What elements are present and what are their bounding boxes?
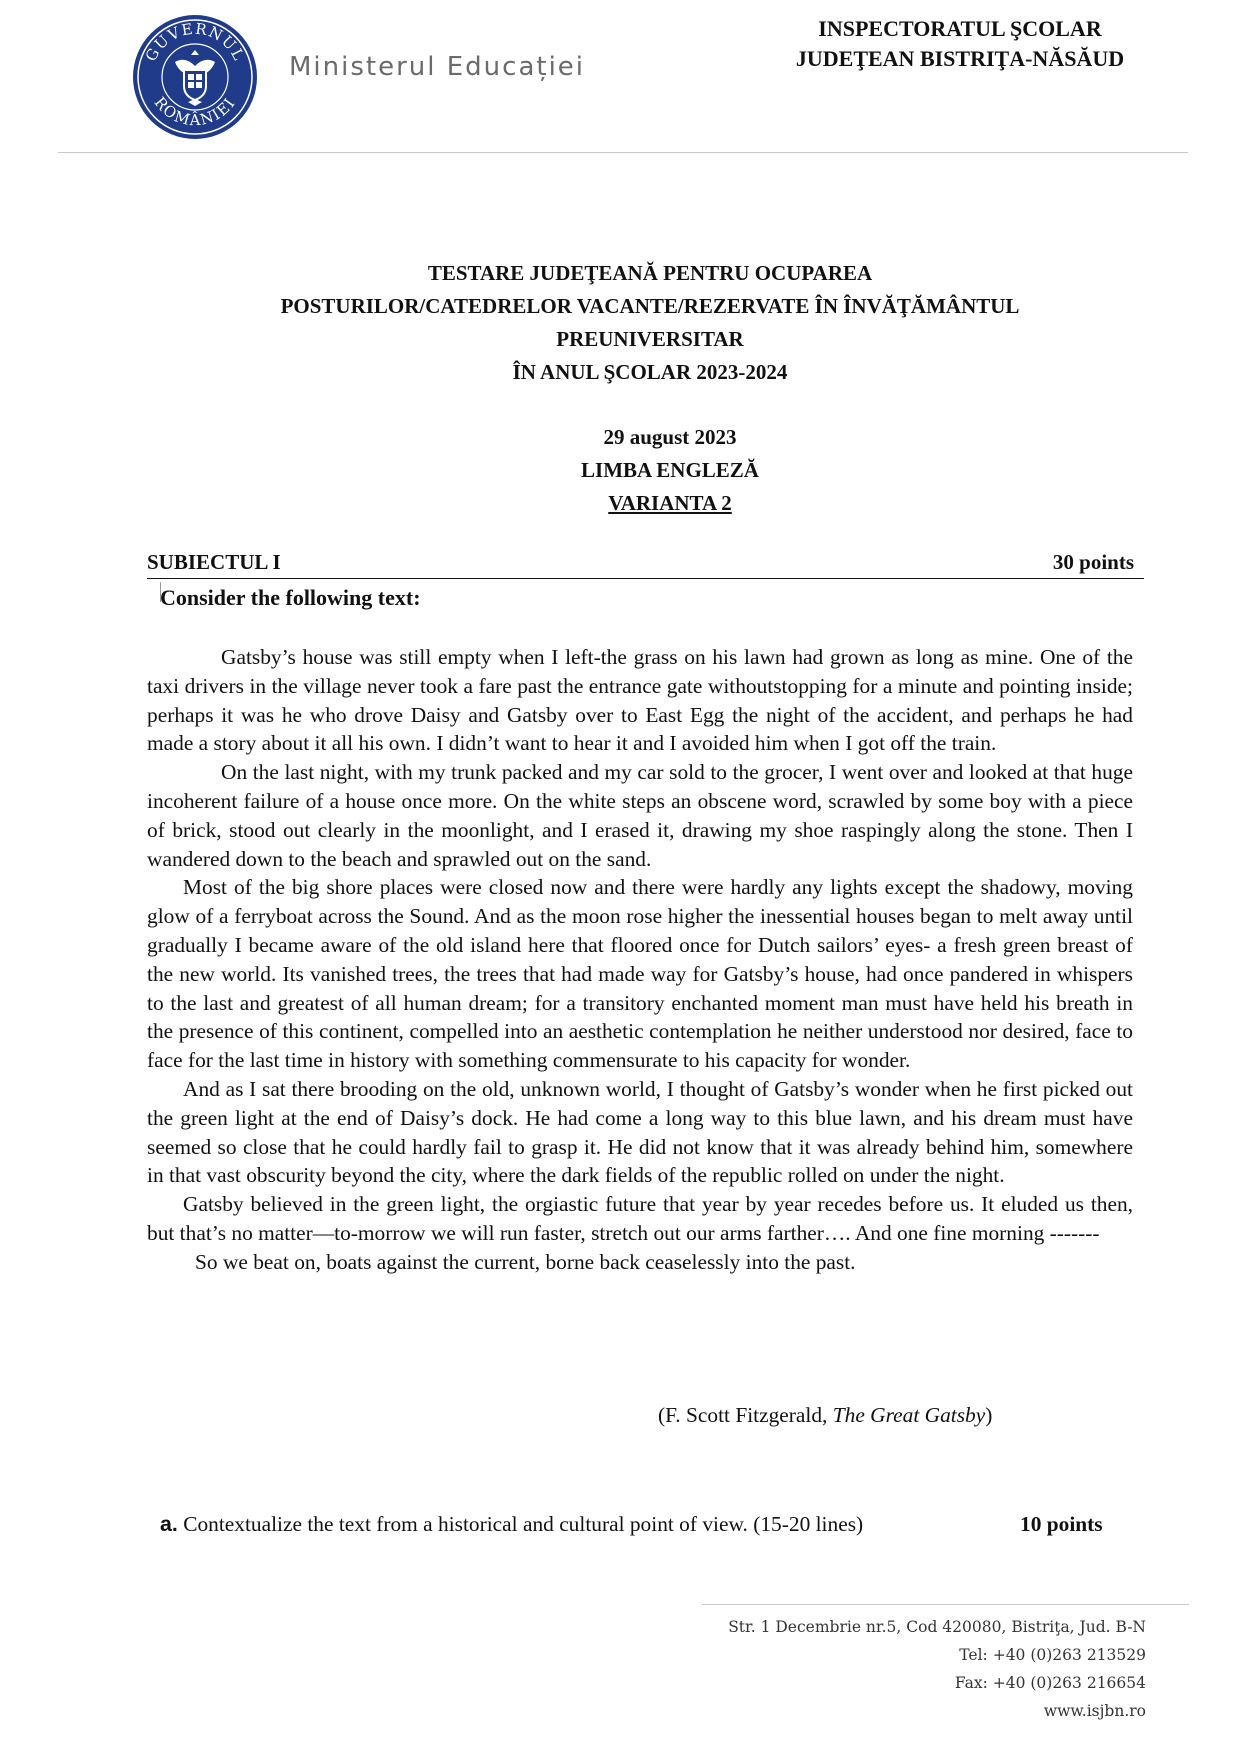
- inspectorate-line-1: INSPECTORATUL ŞCOLAR: [818, 16, 1102, 41]
- section-name: SUBIECTUL I: [147, 550, 281, 574]
- document-title: [150, 257, 1150, 389]
- passage-paragraph-1: Gatsby’s house was still empty when I left-the grass on his lawn had grown as long as mine. One of the taxi drivers in the village never took a fare past the entrance gate withoutstopping for a minute and pointing inside; perhaps it was he who drove Daisy and Gatsby over to East Egg the night of the accident, and perhaps he had made a story about it all his own. I didn’t want to hear it and I avoided him when I got off the train.: [147, 645, 1133, 756]
- exam-date: 29 august 2023: [603, 425, 737, 449]
- title-line-1: TESTARE JUDEŢEANĂ PENTRU OCUPAREA: [427, 261, 873, 285]
- exam-subject: LIMBA ENGLEZĂ: [581, 458, 759, 482]
- exam-variant: VARIANTA 2: [608, 491, 732, 515]
- title-line-3: PREUNIVERSITAR: [556, 327, 744, 351]
- passage-paragraph-4: And as I sat there brooding on the old, unknown world, I thought of Gatsby’s wonder when he first picked out the green light at the end of Daisy’s dock. He had come a long way to this blue lawn, and his dream must have seemed so close that he could hardly fail to grasp it. He did not know that it was already behind him, somewhere in that vast obscurity beyond the city, where the dark fields of the republic rolled on under the night.: [147, 1076, 1133, 1188]
- inspectorate-line-2: JUDEŢEAN BISTRIŢA-NĂSĂUD: [795, 46, 1125, 71]
- footer-contact: [728, 1613, 1146, 1725]
- footer-address: Str. 1 Decembrie nr.5, Cod 420080, Bistriţa, Jud. B-N: [728, 1618, 1146, 1636]
- title-line-2: POSTURILOR/CATEDRELOR VACANTE/REZERVATE ÎN ÎNVĂŢĂMÂNTUL: [280, 294, 1020, 318]
- section-header: [147, 548, 1144, 579]
- passage-paragraph-3: Most of the big shore places were closed now and there were hardly any lights except the shadowy, moving glow of a ferryboat across the Sound. And as the moon rose higher the inessential houses began to melt away until gradually I became aware of the old island here that floored once for Dutch sailors’ eyes- a fresh green breast of the new world. Its vanished trees, the trees that had made way for Gatsby’s house, had once pandered in whispers to the last and greatest of all human dream; for a transitory enchanted moment man must have held his breath in the presence of this continent, compelled into an aesthetic contemplation he neither understood nor desired, face to face for the last time in history with something commensurate to his capacity for wonder.: [147, 875, 1133, 1073]
- instruction: Consider the following text:: [160, 585, 421, 610]
- footer-divider: [702, 1604, 1189, 1605]
- header-divider: [58, 152, 1188, 153]
- footer-phone: Tel: +40 (0)263 213529: [959, 1646, 1146, 1664]
- passage-paragraph-2: On the last night, with my trunk packed and my car sold to the grocer, I went over and looked at that huge incoherent failure of a house once more. On the white steps an obscene word, scrawled by some boy with a piece of brick, stood out clearly in the moonlight, and I erased it, drawing my shoe raspingly along the stone. Then I wandered down to the beach and sprawled out on the sand.: [147, 760, 1133, 871]
- ministry-name: Ministerul Educației: [289, 52, 586, 82]
- citation: [658, 1403, 992, 1428]
- government-seal: [130, 12, 260, 142]
- question-points: 10 points: [1020, 1512, 1103, 1536]
- question-letter: a.: [160, 1512, 178, 1536]
- seal-bottom-text: ROMÂNIEI: [150, 93, 240, 130]
- question-a: [160, 1512, 863, 1537]
- inspectorate-name: [740, 14, 1180, 74]
- citation-work: The Great Gatsby: [832, 1403, 986, 1427]
- exam-info: [470, 421, 870, 520]
- question-text: Contextualize the text from a historical and cultural point of view. (15-20 lines): [177, 1512, 864, 1536]
- seal-top-text: GUVERNUL: [141, 19, 249, 65]
- passage-paragraph-6: So we beat on, boats against the current, borne back ceaselessly into the past.: [195, 1249, 856, 1274]
- footer-fax: Fax: +40 (0)263 216654: [954, 1674, 1146, 1692]
- passage-paragraph-5: Gatsby believed in the green light, the orgiastic future that year by year recedes before us. It eluded us then, but that’s no matter—to-morrow we will run faster, stretch out our arms farther…. And one fine morning -------: [147, 1192, 1133, 1245]
- title-line-4: ÎN ANUL ŞCOLAR 2023-2024: [512, 360, 788, 384]
- citation-author: (F. Scott Fitzgerald,: [658, 1403, 833, 1427]
- section-points: 30 points: [1052, 550, 1134, 574]
- citation-close: ): [985, 1403, 993, 1427]
- literary-passage: [147, 643, 1133, 1277]
- footer-website: www.isjbn.ro: [1043, 1702, 1146, 1720]
